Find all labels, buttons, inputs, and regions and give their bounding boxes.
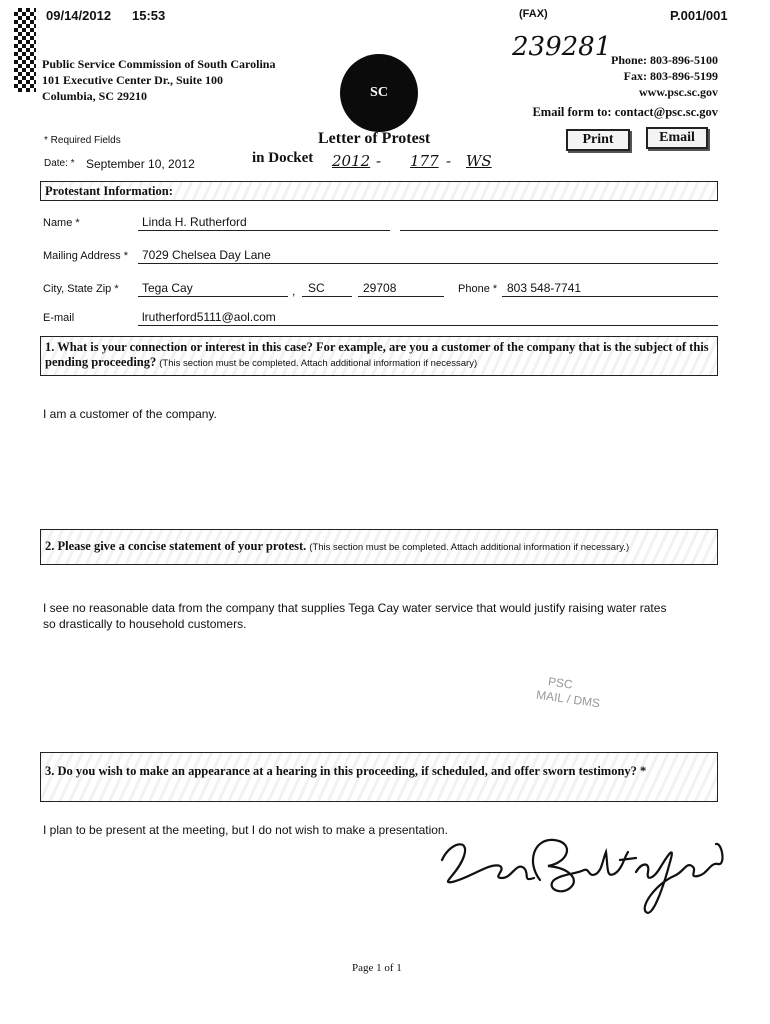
contact-fax: Fax: 803-896-5199 (623, 69, 718, 83)
docket-label: in Docket (252, 150, 314, 166)
email-field[interactable]: lrutherford5111@aol.com (142, 310, 276, 324)
print-button[interactable]: Print (566, 129, 630, 151)
question-2-note: (This section must be completed. Attach additional information if necessary.) (309, 542, 630, 553)
phone-field[interactable]: 803 548-7741 (507, 281, 582, 295)
date-label: Date: * (44, 158, 75, 169)
mail-stamp-line-2: MAIL / DMS (535, 687, 601, 711)
phone-label: Phone * (458, 283, 498, 295)
name-label: Name * (43, 217, 80, 229)
protestant-section-header (40, 181, 718, 201)
city-state-zip-label: City, State Zip * (43, 283, 119, 295)
fax-checker-mark (14, 8, 36, 92)
docket-year: 2012 (332, 152, 371, 170)
answer-1[interactable]: I am a customer of the company. (43, 407, 217, 421)
contact-email-form: Email form to: contact@psc.sc.gov (532, 105, 718, 119)
question-2-text: 2. Please give a concise statement of your protest. (45, 539, 307, 553)
page-footer: Page 1 of 1 (352, 962, 402, 974)
fax-page: P.001/001 (670, 8, 728, 23)
required-fields-note: * Required Fields (44, 135, 121, 146)
org-address-2: Columbia, SC 29210 (42, 89, 148, 103)
contact-phone: Phone: 803-896-5100 (611, 53, 718, 67)
question-3-box (40, 752, 718, 802)
form-title: Letter of Protest (318, 130, 431, 147)
contact-website: www.psc.sc.gov (638, 85, 718, 99)
answer-2-line-1[interactable]: I see no reasonable data from the company that supplies Tega Cay water service that would justify raising water rates (43, 601, 667, 615)
email-label: E-mail (43, 312, 75, 324)
protestant-section-title: Protestant Information: (45, 184, 173, 198)
fax-label: (FAX) (519, 8, 548, 20)
question-1-note: (This section must be completed. Attach additional information if necessary) (159, 358, 478, 369)
signature (430, 822, 730, 922)
answer-2-line-2[interactable]: so drastically to household customers. (43, 617, 247, 631)
mailing-address-field[interactable]: 7029 Chelsea Day Lane (142, 248, 271, 262)
fax-date: 09/14/2012 (46, 8, 112, 23)
city-field[interactable]: Tega Cay (142, 281, 193, 295)
name-field[interactable]: Linda H. Rutherford (142, 215, 247, 229)
mailing-address-label: Mailing Address * (43, 250, 128, 262)
zip-field[interactable]: 29708 (363, 281, 397, 295)
commission-seal (340, 54, 418, 132)
answer-3[interactable]: I plan to be present at the meeting, but I do not wish to make a presentation. (43, 823, 448, 837)
email-button[interactable]: Email (646, 127, 708, 149)
signature-drawing (430, 822, 730, 922)
question-1-text: 1. What is your connection or interest in this case? For example, are you a customer of the company that is the subject of this pending proceeding? (45, 340, 709, 369)
fax-time: 15:53 (132, 8, 166, 23)
seal-text: SC (370, 85, 388, 100)
handwritten-reference: 239281 (512, 32, 612, 62)
question-2-box (40, 529, 718, 565)
org-name: Public Service Commission of South Carolina (42, 57, 276, 71)
docket-number: 177 (410, 152, 439, 170)
date-value: September 10, 2012 (86, 157, 195, 171)
org-address-1: 101 Executive Center Dr., Suite 100 (42, 73, 223, 87)
question-1-box (40, 336, 718, 376)
docket-suffix: WS (466, 152, 492, 170)
question-3-text: 3. Do you wish to make an appearance at a hearing in this proceeding, if scheduled, and offer sworn testimony? * (45, 764, 647, 778)
mail-stamp-line-1: PSC (547, 674, 574, 692)
state-field[interactable]: SC (308, 281, 325, 295)
